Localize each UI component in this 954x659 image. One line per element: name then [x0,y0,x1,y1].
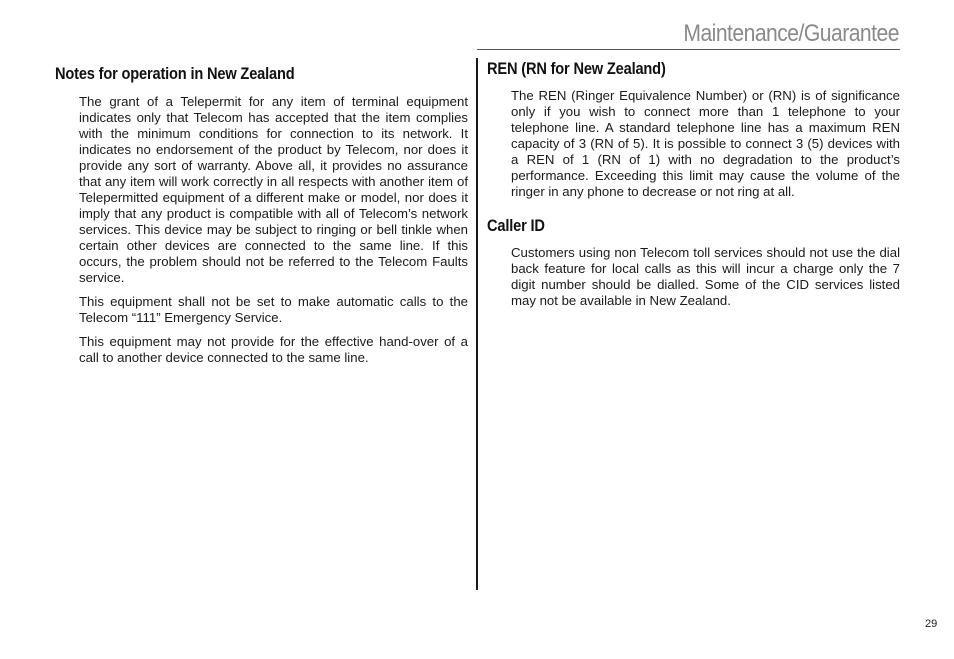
right-column [487,59,900,317]
emergency-service-paragraph: This equipment shall not be set to make automatic calls to the Telecom “111” Emergency Service. [79,294,468,325]
column-divider [476,58,478,590]
header-rule [477,49,900,50]
telepermit-paragraph: The grant of a Telepermit for any item of terminal equipment indicates only that Telecom has accepted that the item complies with the minimum conditions for connection to its network. It indicates no endorsement of the product by Telecom, nor does it provide any sort of warranty. Above all, it provides no assurance that any item will work correctly in all respects with another item of Telepermitted equipment of a different make or model, nor does it imply that any product is compatible with all of Telecom’s network services. This device may be subject to ringing or bell tinkle when certain other devices are connected to the same line. If this occurs, the problem should not be referred to the Telecom Faults service. [79,94,468,285]
page-title: Maintenance/Guarantee [683,20,899,47]
hand-over-paragraph: This equipment may not provide for the effective hand-over of a call to another device connected to the same line. [79,334,468,365]
left-column [55,64,468,374]
caller-id-heading: Caller ID [487,216,545,235]
ren-heading: REN (RN for New Zealand) [487,59,666,78]
page-number: 29 [925,618,938,630]
caller-id-paragraph: Customers using non Telecom toll services should not use the dial back feature for local calls as this will incur a charge only the 7 digit number should be dialled. Some of the CID services listed may not be available in New Zealand. [511,245,900,308]
nz-notes-heading: Notes for operation in New Zealand [55,64,295,83]
section-gap [487,208,900,216]
ren-paragraph: The REN (Ringer Equivalence Number) or (RN) is of significance only if you wish to connect more than 1 telephone to your telephone line. A standard telephone line has a maximum REN capacity of 3 (RN of 5). It is possible to connect 3 (5) devices with a REN of 1 (RN of 1) with no degradation to the product’s performance. Exceeding this limit may cause the volume of the ringer in any phone to decrease or not ring at all. [511,88,900,199]
